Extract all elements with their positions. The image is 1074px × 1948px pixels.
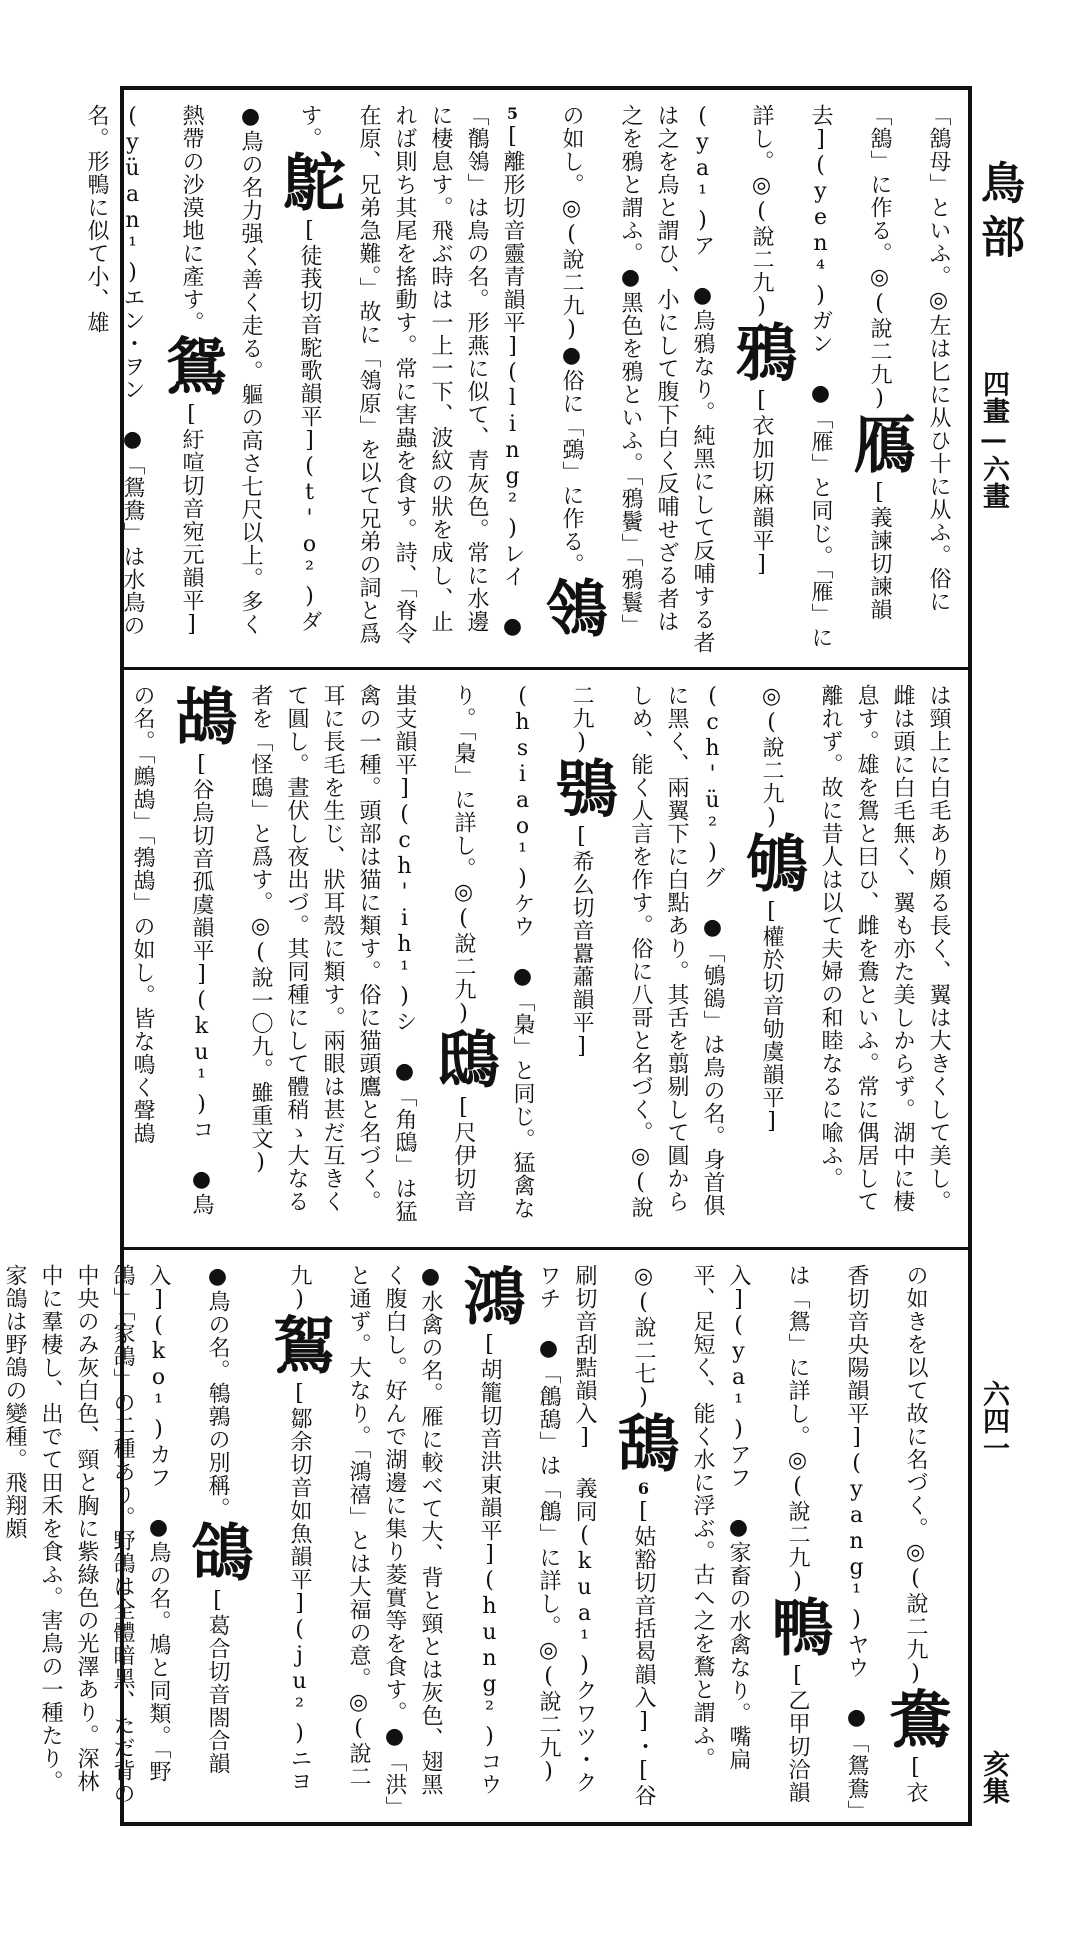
section-title: 鳥部 (973, 160, 1024, 268)
band-content (130, 684, 956, 1234)
entry-definition: [尺伊切音蚩支韻平](ch'ih¹)シ ●「角鴟」は猛禽の一種。頭部は猫に類す。俗に猫頭鷹と名づく。耳に長毛を生じ、狀耳殼に類す。兩眼は甚だ互きくて圓し。晝伏し夜出づ。其同種にして體稍ゝ大なる者を「怪鴟」と爲す。◎(說一〇九。雖重文) (248, 684, 476, 1223)
entry-headword: 鴞 (545, 756, 618, 824)
continued-text: の如きを以て故に名づく。◎(說二九) (903, 1264, 928, 1687)
entry-definition: [義諫切諫韻去](yen⁴)ガン ●「雁」と同じ。「雁」に詳し。◎(說二九) (749, 104, 892, 649)
stroke-count-marker: 6 (634, 1479, 653, 1499)
entry-definition: [離形切音靈青韻平](ling²)レイ ●「鶺鴒」は鳥の名。形燕に似て、青灰色。常に水邊に棲息す。飛ぶ時は一上一下、波紋の狀を成し、止れば則ち其尾を搖動す。常に害蟲を食す。詩、「脊令在原、兄弟急難。」故に「鴒原」を以て兄弟の詞と爲す。 (297, 104, 525, 645)
entry-headword: 鴽 (263, 1313, 336, 1381)
entry-headword: 鴰 (607, 1411, 680, 1479)
entry-headword: 鴨 (761, 1595, 834, 1663)
entry-headword: 鴟 (427, 1027, 500, 1095)
entry-definition: [希么切音囂蕭韻平](hsiao¹)ケウ ●「梟」と同じ。猛禽なり。「梟」に詳し。◎(說二九) (451, 684, 594, 1220)
stroke-count-marker: 5 (503, 104, 522, 124)
dictionary-entry (559, 104, 798, 654)
entry-definition: [權於切音劬虞韻平](ch'ü²)グ ●「鴝鵒」は鳥の名。身首俱に黑く、兩翼下に白點あり。其舌を翦剔して圓からしめ、能く人言を作す。俗に八哥と名づく。◎(說二九) (569, 684, 784, 1219)
entry-definition: [胡籠切音洪東韻平](hung²)コウ ●水禽の名。雁に較べて大、背と頸とは灰色、翅黑く腹白し。好んで湖邊に集り菱實等を食す。●「洪」と通ず。大なり。「鴻禧」とは大福の意。◎(說二九) (287, 1264, 502, 1808)
continued-text: は頸上に白毛あり頗る長く、翼は大きくして美し。雌は頭に白毛無く、翼も亦た美しからず。湖中に棲息す。雄を鴛と曰ひ、雌を鴦といふ。常に偶居して離れず。故に昔人は以て夫婦の和睦なるに喩ふ。◎(說二九) (759, 684, 951, 1213)
entry-headword: 鴒 (535, 576, 608, 644)
entry-definition: [衣加切麻韻平](ya¹)ア ●烏鴉なり。純黑にして反哺する者は之を烏と謂ひ、小にして腹下白く反哺せざる者は之を鴉と謂ふ。●黑色を鴉といふ。「鴉鬢」「鴉鬟」の如し。◎(說二九)●俗に「鵶」に作る。 (559, 104, 774, 654)
entry-headword: 鴈 (843, 412, 916, 480)
entry-definition: [乙甲切洽韻入](ya¹)アフ ●家畜の水禽なり。嘴扁平、足短く、能く水に浮ぶ。古へ之を鶩と謂ふ。◎(說二七) (631, 1264, 810, 1804)
entry-headword: 鴻 (453, 1264, 526, 1332)
band-content (84, 104, 956, 654)
entry-headword: 鴕 (273, 150, 346, 218)
entry-headword: 鴛 (155, 334, 228, 402)
band-content (2, 1264, 956, 1814)
entry-band (84, 90, 968, 670)
dictionary-entry (130, 684, 238, 1216)
entry-definition: [鄒余切音如魚韻平](ju²)ニヨ ●鳥の名。鴾鶉の別稱。 (205, 1264, 312, 1793)
entry-definition: [紆喧切音宛元韻平](yüan¹)エン・ヲン ●「鴛鴦」は水鳥の名。形鴨に似て小、雄 (84, 104, 204, 638)
entry-headword: 鴝 (735, 831, 808, 899)
dictionary-entry (2, 1264, 254, 1805)
entry-definition: [姑豁切音括曷韻入]・[谷刷切音刮黠韻入] 義同(kua¹)クワツ・クワチ ●「鶬鴰」は「鶬」に詳し。◎(說二九) (536, 1264, 656, 1807)
volume-label: 亥集 (978, 1750, 1009, 1804)
entry-definition: [徒莪切音駝歌韻平](t'o²)ダ ●鳥の名力强く善く走る。軀の高さ七尺以上。多く熱帶の沙漠地に產す。 (179, 104, 322, 636)
continued-text: 「鵨母」といふ。◎左は匕に从ひ十に从ふ。俗に「鵨」に作る。◎(說二九) (867, 104, 951, 613)
page-number: 六四一 (978, 1380, 1009, 1461)
entry-definition: [谷烏切音孤虞韻平](ku¹)コ ●鳥の名。「鷓鴣」「鵓鴣」の如し。皆な鳴く聲鴣 (130, 684, 214, 1216)
dictionary-entry (631, 1264, 834, 1804)
entry-band (2, 1250, 968, 1822)
right-margin (960, 160, 1050, 1900)
dictionary-entry (248, 684, 500, 1223)
entry-headword: 鴣 (165, 684, 238, 752)
stroke-range: 四畫—六畫 (978, 370, 1009, 509)
entry-band (124, 670, 968, 1250)
entry-headword: 鴿 (181, 1520, 254, 1588)
dictionary-page-frame (2, 86, 972, 1826)
entry-headword: 鴉 (725, 320, 798, 388)
entry-definition: [葛合切音閤合韻入](ko¹)カフ ●鳥の名。鳩と同類。「野鴿」「家鴿」の二種あり。野鴿は全體暗黑、ただ背の中央のみ灰白色、頸と胸に紫綠色の光澤あり。深林中に羣棲し、出でて田禾を食ふ。害鳥の一種たり。家鴿は野鴿の變種。飛翔頗 (2, 1264, 230, 1805)
entry-definition: [衣香切音央陽韻平](yang¹)ヤウ ●「鴛鴦」は「鴛」に詳し。◎(說二九) (785, 1264, 928, 1812)
entry-headword: 鴦 (879, 1687, 952, 1755)
